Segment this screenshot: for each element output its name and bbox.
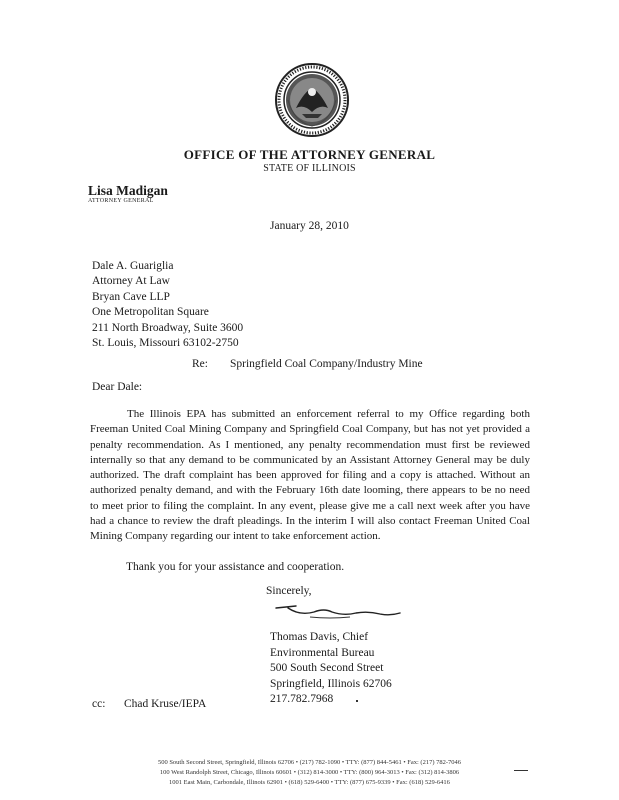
address-line: Attorney At Law	[92, 275, 170, 288]
signer-line: 217.782.7968	[270, 693, 334, 705]
letter-body	[90, 407, 530, 545]
scan-mark	[514, 770, 528, 771]
cc-recipient: Chad Kruse/IEPA	[124, 698, 207, 710]
signer-line: Thomas Davis, Chief	[270, 631, 369, 643]
handwritten-signature	[270, 602, 410, 620]
thanks-line: Thank you for your assistance and cooperation.	[126, 561, 345, 573]
footer-line: 500 South Second Street, Springfield, Illinois 62706 • (217) 782-1090 • TTY: (877) 844-5461 • Fax: (217) 782-7046	[157, 759, 462, 766]
re-label: Re:	[192, 358, 208, 370]
address-line: Dale A. Guariglia	[92, 260, 174, 272]
address-line: St. Louis, Missouri 63102-2750	[92, 337, 239, 350]
state-seal-icon	[274, 62, 350, 138]
salutation: Dear Dale:	[92, 381, 143, 393]
signature-block	[270, 630, 392, 708]
recipient-address	[92, 259, 243, 351]
footer-addresses	[0, 758, 619, 788]
state-subtitle: STATE OF ILLINOIS	[263, 163, 356, 174]
signer-line: Springfield, Illinois 62706	[270, 677, 392, 690]
address-line: Bryan Cave LLP	[92, 290, 170, 303]
address-line: One Metropolitan Square	[92, 306, 209, 319]
attorney-general-name: Lisa Madigan	[88, 183, 168, 198]
re-subject: Springfield Coal Company/Industry Mine	[230, 358, 423, 370]
office-title: OFFICE OF THE ATTORNEY GENERAL	[183, 147, 436, 162]
signer-line: 500 South Second Street	[270, 662, 384, 674]
closing: Sincerely,	[266, 585, 312, 597]
address-line: 211 North Broadway, Suite 3600	[92, 321, 244, 334]
letter-date: January 28, 2010	[270, 220, 349, 232]
signer-line: Environmental Bureau	[270, 646, 375, 659]
attorney-general-title: ATTORNEY GENERAL	[88, 198, 154, 204]
footer-line: 100 West Randolph Street, Chicago, Illinois 60601 • (312) 814-3000 • TTY: (800) 964-3013 • Fax: (312) 814-3806	[159, 769, 460, 776]
cc-label: cc:	[92, 698, 106, 710]
footer-line: 1001 East Main, Carbondale, Illinois 62901 • (618) 529-6400 • TTY: (877) 675-9339 • Fax: (618) 529-6416	[169, 779, 450, 786]
body-paragraph: The Illinois EPA has submitted an enforcement referral to my Office regarding both Freeman United Coal Mining Company and Springfield Coal Company, but has not yet provided a penalty recommendation. As I mentioned, any penalty recommendation must first be reviewed internally so that any demand to be communicated by an Assistant Attorney General may be duly authorized. The draft complaint has been approved for filing and a copy is attached. Without an authorized penalty demand, and with the February 16th date looming, there appears to be no need to meet prior to filing the complaint. In any event, please give me a call next week after you have had a chance to review the draft pleadings. In the interim I will also contact Freeman United Coal Mining Company regarding our intent to take enforcement action.	[90, 408, 530, 543]
scan-speck	[356, 700, 358, 702]
